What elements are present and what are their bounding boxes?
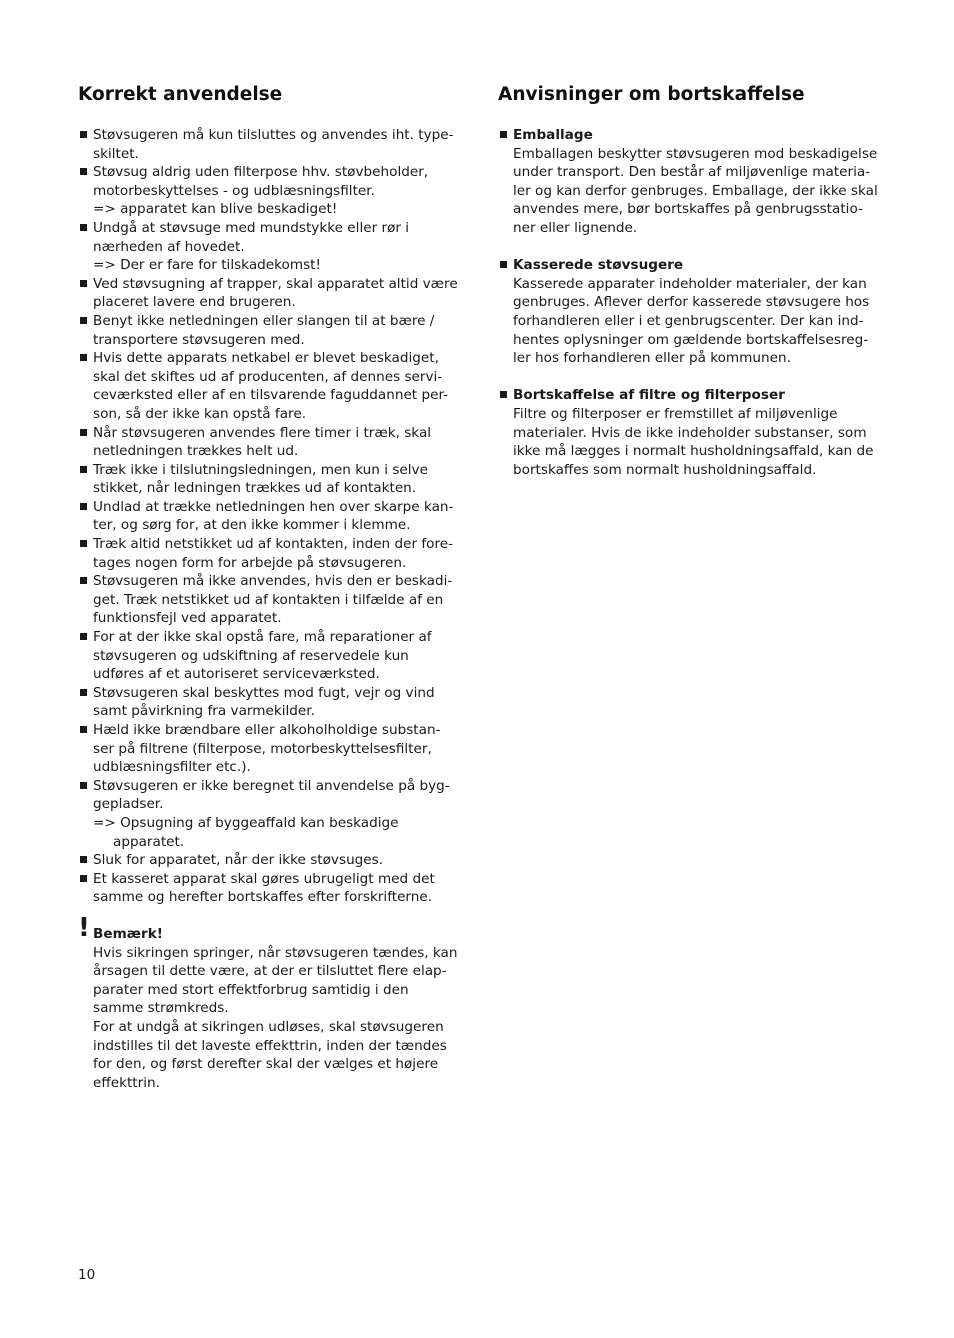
section-line: ler og kan derfor genbruges. Emballage, der ikke skal [513, 182, 878, 199]
list-item-line: For at der ikke skal opstå fare, må reparationer af [93, 629, 432, 646]
list-item-line: nærheden af hovedet. [93, 238, 245, 255]
list-item [78, 312, 460, 349]
list-item-line: skal det skiftes ud af producenten, af dennes servi- [93, 368, 443, 385]
list-item [78, 275, 460, 312]
safety-list [78, 126, 460, 907]
section-line: Kasserede apparater indeholder materialer, der kan [513, 275, 867, 292]
list-item-line: Hæld ikke brændbare eller alkoholholdige substan- [93, 722, 441, 738]
remark-box [78, 912, 460, 1092]
list-item-line: Træk ikke i tilslutningsledningen, men kun i selve [93, 461, 428, 478]
list-item-line: netledningen trækkes helt ud. [93, 443, 299, 460]
list-item-line: Undlad at trække netledningen hen over skarpe kan- [93, 498, 454, 515]
section-line: under transport. Den består af miljøvenlige materia- [513, 164, 871, 181]
section-line: anvendes mere, bør bortskaffes på genbrugsstatio- [513, 201, 863, 218]
list-item-line: Et kasseret apparat skal gøres ubrugeligt med det [93, 870, 435, 887]
list-item-line: støvsugeren og udskiftning af reservedele kun [93, 647, 409, 664]
section-line: bortskaffes som normalt husholdningsaffald. [513, 461, 817, 478]
list-item [78, 498, 460, 535]
list-item-line: samt påvirkning fra varmekilder. [93, 703, 315, 720]
list-item [78, 163, 460, 219]
list-item-line: Når støvsugeren anvendes flere timer i træk, skal [93, 424, 432, 441]
section-line: genbruges. Aflever derfor kasserede støvsugere hos [513, 294, 870, 311]
list-item [78, 219, 460, 275]
list-item [78, 721, 460, 777]
list-item [78, 535, 460, 572]
list-item [78, 684, 460, 721]
list-item-line: placeret lavere end brugeren. [93, 294, 296, 311]
list-item-line: ceværksted eller af en tilsvarende faguddannet per- [93, 387, 449, 404]
list-item-line: Benyt ikke netledningen eller slangen til at bære / [93, 312, 435, 329]
list-item-line: son, så der ikke kan opstå fare. [93, 405, 307, 422]
section-title: Kasserede støvsugere [513, 257, 684, 274]
list-item-line: udblæsningsfilter etc.). [93, 759, 251, 776]
disposal-sections [498, 126, 880, 479]
list-item-line: stikket, når ledningen trækkes ud af kontakten. [93, 480, 417, 497]
left-column [78, 82, 460, 1092]
list-item-line: get. Træk netstikket ud af kontakten i tilfælde af en [93, 591, 444, 608]
right-column [498, 82, 880, 498]
remark-line: effekttrin. [93, 1074, 160, 1091]
list-item-line: Støvsugeren må ikke anvendes, hvis den er beskadi- [93, 573, 453, 590]
list-item [78, 777, 460, 851]
section-title: Emballage [513, 127, 593, 143]
list-item-note: => Opsugning af byggeaffald kan beskadige [93, 814, 399, 831]
remark-line: for den, og først derefter skal der vælges et højere [93, 1056, 439, 1073]
list-item [78, 851, 460, 870]
list-item [78, 126, 460, 163]
list-item-line: transportere støvsugeren med. [93, 331, 305, 348]
list-item-line: Støvsugeren må kun tilsluttes og anvendes iht. type- [93, 127, 454, 143]
list-item-line: ser på filtrene (filterpose, motorbeskyttelsesfilter, [93, 740, 432, 757]
disposal-section [498, 386, 880, 479]
list-item [78, 424, 460, 461]
list-item-line: samme og herefter bortskaffes efter forskrifterne. [93, 889, 433, 906]
list-item [78, 461, 460, 498]
section-line: ner eller lignende. [513, 219, 638, 236]
section-line: Emballagen beskytter støvsugeren mod beskadigelse [513, 145, 878, 162]
list-item-note: apparatet. [113, 833, 185, 850]
list-item-line: tages nogen form for arbejde på støvsugeren. [93, 554, 407, 571]
remark-line: parater med stort effektforbrug samtidig i den [93, 981, 409, 998]
list-item [78, 628, 460, 684]
remark-line: Hvis sikringen springer, når støvsugeren tændes, kan [93, 944, 458, 961]
section-line: ler hos forhandleren eller på kommunen. [513, 350, 791, 367]
list-item-line: udføres af et autoriseret serviceværksted. [93, 666, 380, 683]
list-item-note: => Der er fare for tilskadekomst! [93, 257, 321, 274]
section-line: ikke må lægges i normalt husholdningsaffald, kan de [513, 443, 874, 460]
section-line: hentes oplysninger om gældende bortskaffelsesreg- [513, 331, 869, 348]
page-number: 10 [78, 1267, 96, 1283]
list-item-line: Træk altid netstikket ud af kontakten, inden der fore- [93, 536, 454, 553]
list-item-line: Støvsugeren skal beskyttes mod fugt, vejr og vind [93, 684, 435, 701]
remark-text [93, 944, 460, 1093]
list-item-line: gepladser. [93, 796, 164, 813]
section-line: Filtre og filterposer er fremstillet af miljøvenlige [513, 405, 838, 422]
heading-correct-use: Korrekt anvendelse [78, 84, 283, 105]
list-item-note: => apparatet kan blive beskadiget! [93, 201, 338, 218]
list-item-line: Hvis dette apparats netkabel er blevet beskadiget, [93, 350, 439, 367]
section-title: Bortskaffelse af filtre og filterposer [513, 387, 785, 404]
section-line: forhandleren eller i et genbrugscenter. Der kan ind- [513, 312, 864, 329]
list-item-line: ter, og sørg for, at den ikke kommer i klemme. [93, 517, 411, 534]
remark-line: For at undgå at sikringen udløses, skal støvsugeren [93, 1018, 444, 1035]
list-item-line: Ved støvsugning af trapper, skal apparatet altid være [93, 275, 458, 292]
remark-line: årsagen til dette være, at der er tilsluttet flere elap- [93, 963, 447, 980]
list-item-line: skiltet. [93, 145, 139, 162]
exclamation-icon: ! [78, 912, 90, 943]
section-line: materialer. Hvis de ikke indeholder substanser, som [513, 424, 867, 441]
remark-title: Bemærk! [93, 925, 163, 942]
remark-line: samme strømkreds. [93, 1000, 229, 1017]
disposal-section [498, 126, 880, 238]
list-item-line: Undgå at støvsuge med mundstykke eller rør i [93, 219, 410, 236]
remark-line: indstilles til det laveste effekttrin, inden der tændes [93, 1037, 447, 1054]
list-item-line: Støvsug aldrig uden filterpose hhv. støvbeholder, [93, 164, 429, 181]
list-item [78, 870, 460, 907]
list-item-line: funktionsfejl ved apparatet. [93, 610, 282, 627]
disposal-section [498, 256, 880, 368]
list-item [78, 349, 460, 423]
list-item-line: Sluk for apparatet, når der ikke støvsuges. [93, 852, 384, 869]
list-item-line: Støvsugeren er ikke beregnet til anvendelse på byg- [93, 777, 450, 794]
heading-disposal: Anvisninger om bortskaffelse [498, 84, 805, 105]
list-item-line: motorbeskyttelses - og udblæsningsfilter. [93, 182, 375, 199]
list-item [78, 572, 460, 628]
